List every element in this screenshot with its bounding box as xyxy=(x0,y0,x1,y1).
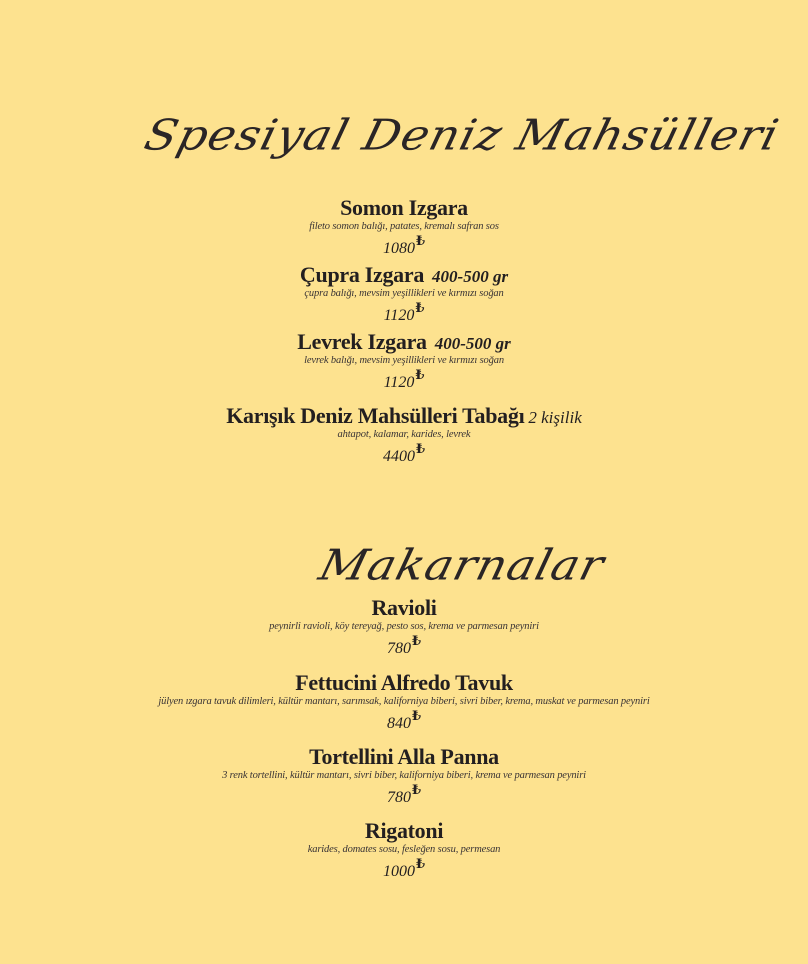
item-description: karides, domates sosu, fesleğen sosu, permesan xyxy=(307,844,501,855)
item-price-row xyxy=(0,441,808,468)
item-price-row xyxy=(0,856,808,883)
menu-item-fettucini-alfredo-tavuk xyxy=(0,671,808,735)
item-name-row xyxy=(0,404,808,428)
item-name-row xyxy=(0,671,808,695)
lira-icon: ₺ xyxy=(415,441,426,456)
item-price: 1120 xyxy=(383,374,415,391)
item-price-row xyxy=(0,233,808,260)
item-name-row xyxy=(0,330,808,354)
item-name: Fettucini Alfredo Tavuk xyxy=(295,670,513,695)
item-price-row xyxy=(0,367,808,394)
item-name: Ravioli xyxy=(371,595,437,620)
lira-icon: ₺ xyxy=(411,708,422,723)
item-name: Çupra Izgara xyxy=(299,262,425,287)
item-portion: 400-500 gr xyxy=(434,334,511,353)
item-price: 840 xyxy=(386,715,411,732)
menu-item-cupra-izgara xyxy=(0,263,808,327)
lira-icon: ₺ xyxy=(415,856,426,871)
item-name-row xyxy=(0,263,808,287)
item-name-row xyxy=(0,745,808,769)
item-name: Karışık Deniz Mahsülleri Tabağı xyxy=(226,403,525,428)
item-price-row xyxy=(0,782,808,809)
item-price-row xyxy=(0,708,808,735)
item-name-row xyxy=(0,596,808,620)
item-price: 1120 xyxy=(383,307,415,324)
item-price-row xyxy=(0,633,808,660)
lira-icon: ₺ xyxy=(411,782,422,797)
lira-icon: ₺ xyxy=(415,300,425,315)
item-price: 1080 xyxy=(382,240,415,257)
item-name: Tortellini Alla Panna xyxy=(309,744,499,769)
item-portion: 2 kişilik xyxy=(528,408,582,427)
lira-icon: ₺ xyxy=(411,633,422,648)
menu-item-rigatoni xyxy=(0,819,808,883)
item-description: jülyen ızgara tavuk dilimleri, kültür mantarı, sarımsak, kaliforniya biberi, sivri biber, krema, muskat ve parmesan peyniri xyxy=(158,696,650,707)
item-description: peynirli ravioli, köy tereyağ, pesto sos, krema ve parmesan peyniri xyxy=(269,621,539,632)
item-description: çupra balığı, mevsim yeşillikleri ve kırmızı soğan xyxy=(304,288,504,299)
item-description: ahtapot, kalamar, karides, levrek xyxy=(337,429,471,440)
lira-icon: ₺ xyxy=(415,233,426,248)
item-name: Somon Izgara xyxy=(340,195,468,220)
menu-item-karisik-deniz-mahsulleri xyxy=(0,404,808,468)
item-price-row xyxy=(0,300,808,327)
menu-item-tortellini-alla-panna xyxy=(0,745,808,809)
item-name: Levrek Izgara xyxy=(297,329,427,354)
item-name: Rigatoni xyxy=(364,818,444,843)
item-price: 1000 xyxy=(382,863,415,880)
item-price: 4400 xyxy=(382,448,415,465)
item-description: fileto somon balığı, patates, kremalı safran sos xyxy=(309,221,499,232)
section-title-pasta: Makarnalar xyxy=(314,540,610,590)
menu-item-ravioli xyxy=(0,596,808,660)
item-name-row xyxy=(0,196,808,220)
item-description: 3 renk tortellini, kültür mantarı, sivri biber, kaliforniya biberi, krema ve parmesan peyniri xyxy=(222,770,586,781)
item-name-row xyxy=(0,819,808,843)
section-title-seafood: Spesiyal Deniz Mahsülleri xyxy=(139,110,785,160)
menu-item-somon-izgara xyxy=(0,196,808,260)
menu-item-levrek-izgara xyxy=(0,330,808,394)
item-description: levrek balığı, mevsim yeşillikleri ve kırmızı soğan xyxy=(304,355,504,366)
item-portion: 400-500 gr xyxy=(432,267,509,286)
item-price: 780 xyxy=(386,640,411,657)
lira-icon: ₺ xyxy=(415,367,425,382)
item-price: 780 xyxy=(386,789,411,806)
